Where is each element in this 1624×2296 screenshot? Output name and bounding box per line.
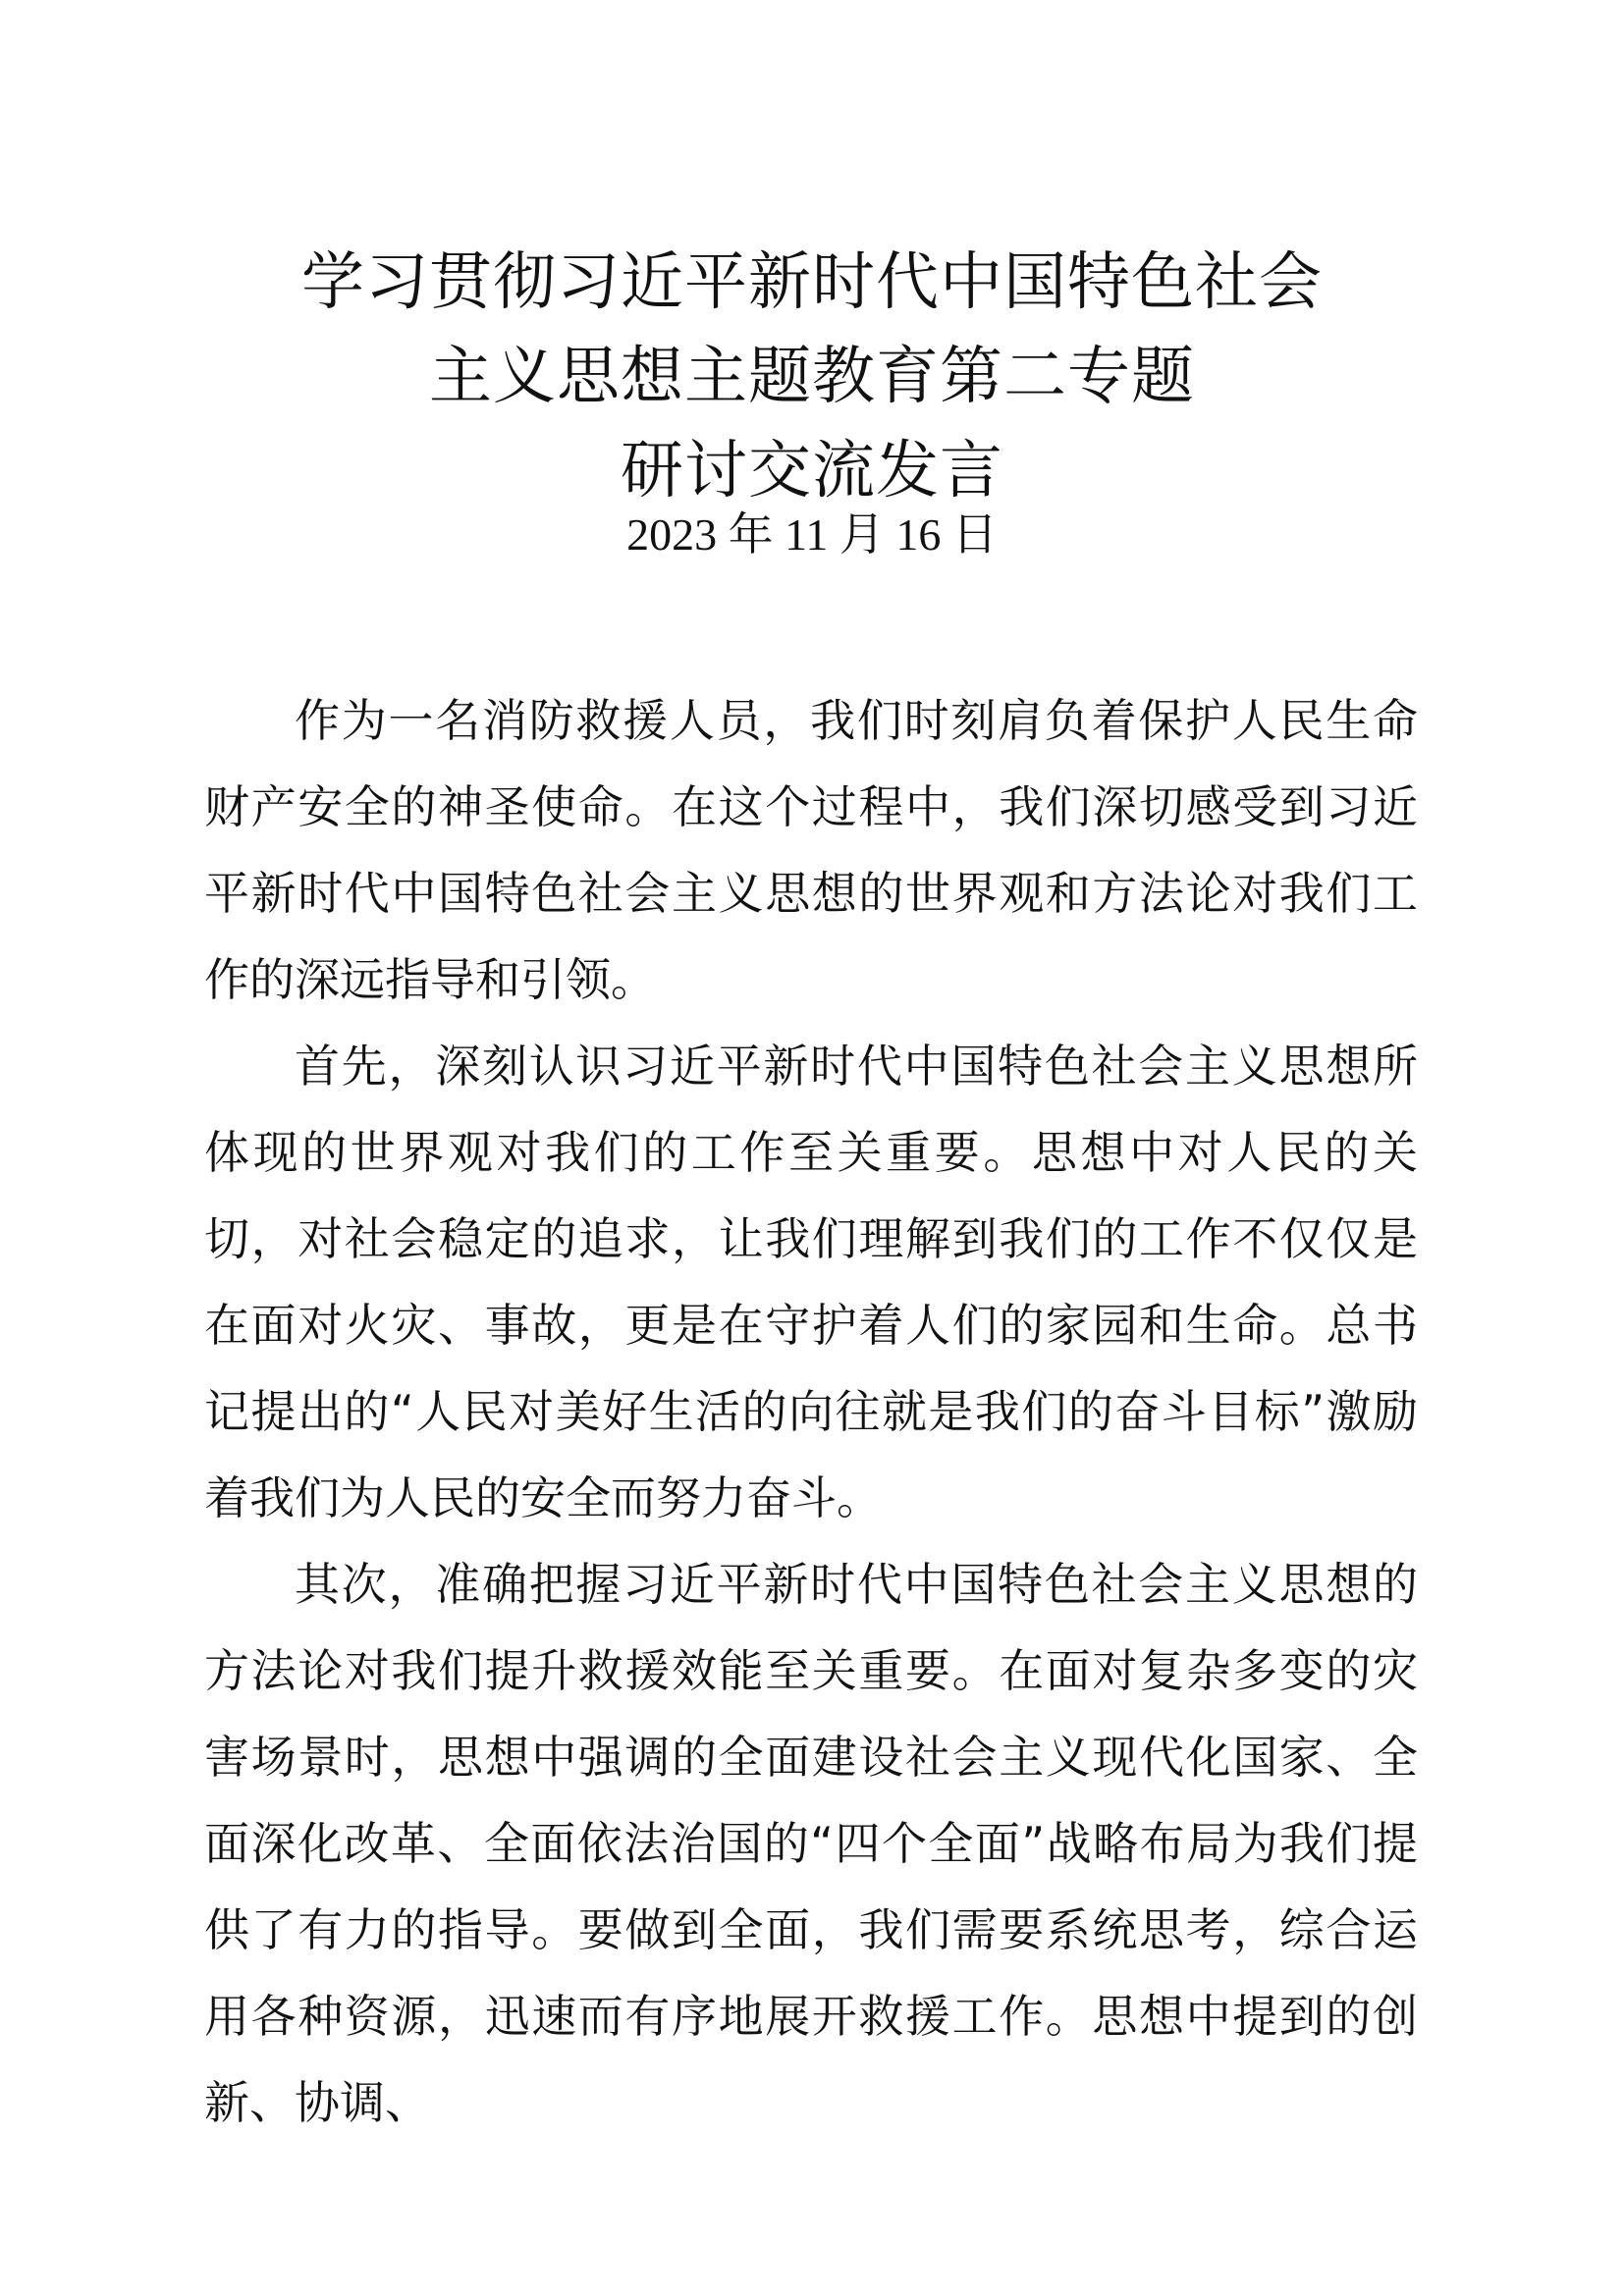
paragraph-3: 其次，准确把握习近平新时代中国特色社会主义思想的方法论对我们提升救援效能至关重要。在面对复杂多变的灾害场景时，思想中强调的全面建设社会主义现代化国家、全面深化改革、全面依法治国的“四个全面”战略布局为我们提供了有力的指导。要做到全面，我们需要系统思考，综合运用各种资源，迅速而有序地展开救援工作。思想中提到的创新、协调、: [204, 1558, 1418, 2129]
document-date: 2023 年 11 月 16 日: [626, 509, 998, 560]
document-title: [0, 236, 1624, 518]
paragraph-2: 首先，深刻认识习近平新时代中国特色社会主义思想所体现的世界观对我们的工作至关重要。思想中对人民的关切，对社会稳定的追求，让我们理解到我们的工作不仅仅是在面对火灾、事故，更是在守护着人们的家园和生命。总书记提出的“人民对美好生活的向往就是我们的奋斗目标”激励着我们为人民的安全而努力奋斗。: [204, 1040, 1418, 1524]
paragraph-1: 作为一名消防救援人员，我们时刻肩负着保护人民生命财产安全的神圣使命。在这个过程中，我们深切感受到习近平新时代中国特色社会主义思想的世界观和方法论对我们工作的深远指导和引领。: [204, 694, 1418, 1006]
title-line-2: 主义思想主题教育第二专题: [429, 341, 1195, 413]
title-line-3: 研讨交流发言: [621, 435, 1003, 507]
document-body: [204, 677, 1418, 2146]
title-line-1: 学习贯彻习近平新时代中国特色社会: [301, 246, 1323, 319]
